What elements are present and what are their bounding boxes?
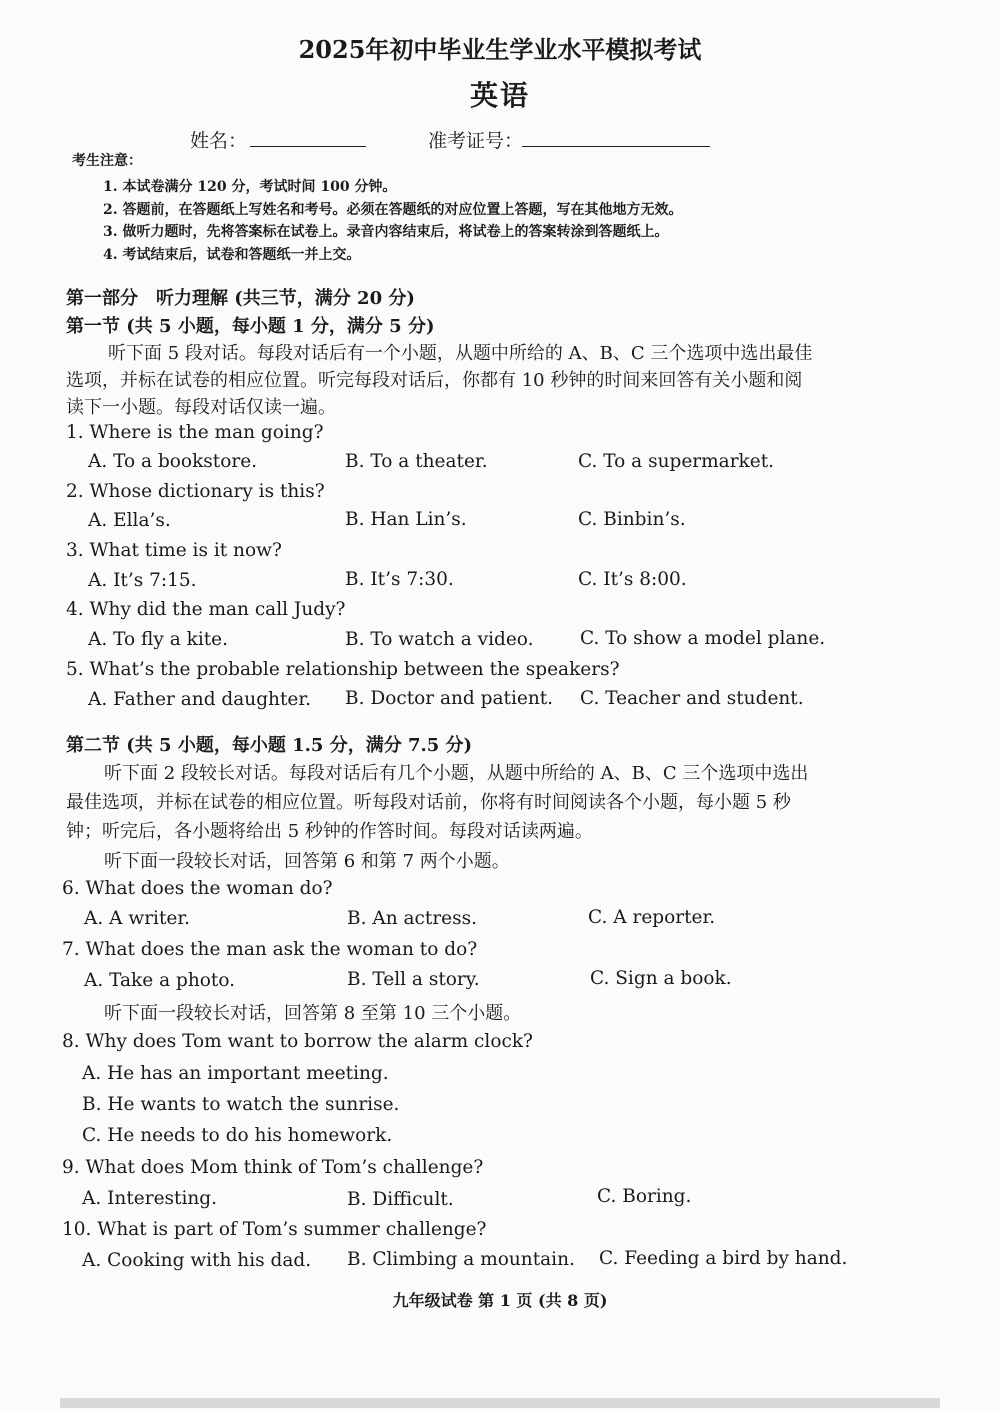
option-b: B. An actress. [347,908,477,929]
option-c: C. He needs to do his homework. [82,1125,393,1146]
page-footer: 九年级试卷 第 1 页 (共 8 页) [392,1291,608,1310]
exam-subject: 英语 [469,79,530,112]
option-a: A. Ella’s. [88,510,171,531]
option-a: A. Interesting. [82,1188,218,1209]
option-c: C. Sign a book. [590,968,732,989]
option-c: C. Boring. [597,1186,692,1207]
scan-bottom-edge [60,1398,940,1408]
question-text: 6. What does the woman do? [62,878,333,899]
question-text: 1. Where is the man going? [66,422,324,443]
option-b: B. He wants to watch the sunrise. [82,1094,400,1115]
section2-instruction: 听下面 2 段较长对话。每段对话后有几个小题，从题中所给的 A、B、C 三个选项中选出 [104,763,809,784]
option-a: A. It’s 7:15. [88,570,197,591]
question-text: 10. What is part of Tom’s summer challenge? [62,1219,487,1240]
question-text: 7. What does the man ask the woman to do? [62,939,478,960]
option-a: A. Take a photo. [84,970,236,991]
question-text: 9. What does Mom think of Tom’s challenge? [62,1157,484,1178]
option-c: C. To show a model plane. [580,628,826,649]
option-c: C. Feeding a bird by hand. [599,1248,848,1269]
section2-instruction: 钟；听完后，各小题将给出 5 秒钟的作答时间。每段对话读两遍。 [66,821,593,842]
notice-item: 1. 本试卷满分 120 分，考试时间 100 分钟。 [103,179,397,195]
notice-heading: 考生注意： [72,153,142,169]
option-b: B. Difficult. [347,1189,454,1210]
name-label: 姓名： [190,130,248,152]
option-b: B. Han Lin’s. [345,509,467,530]
dialog-intro: 听下面一段较长对话，回答第 8 至第 10 三个小题。 [104,1003,522,1024]
option-a: A. A writer. [84,908,191,929]
section2-instruction: 最佳选项，并标在试卷的相应位置。听每段对话前，你将有时间阅读各个小题，每小题 5 秒 [66,792,791,813]
notice-item: 4. 考试结束后，试卷和答题纸一并上交。 [103,247,361,263]
part1-heading: 第一部分 听力理解 (共三节，满分 20 分) [66,288,415,309]
option-b: B. To a theater. [345,451,488,472]
option-c: C. It’s 8:00. [578,569,687,590]
option-a: A. To fly a kite. [88,629,229,650]
option-b: B. Tell a story. [347,969,480,990]
option-c: C. Teacher and student. [580,688,804,709]
section2-heading: 第二节 (共 5 小题，每小题 1.5 分，满分 7.5 分) [66,735,473,756]
option-b: B. To watch a video. [345,629,534,650]
question-text: 2. Whose dictionary is this? [66,481,325,502]
option-c: C. Binbin’s. [578,509,686,530]
option-c: C. To a supermarket. [578,451,775,472]
option-a: A. Cooking with his dad. [82,1250,312,1271]
option-a: A. Father and daughter. [88,689,312,710]
question-text: 5. What’s the probable relationship between the speakers? [66,659,620,680]
option-b: B. It’s 7:30. [345,569,454,590]
name-field-line [250,146,366,147]
question-text: 8. Why does Tom want to borrow the alarm clock? [62,1031,533,1052]
section1-heading: 第一节 (共 5 小题，每小题 1 分，满分 5 分) [66,316,435,337]
exam-title: 2025年初中毕业生学业水平模拟考试 [298,35,702,64]
option-a: A. He has an important meeting. [82,1063,389,1084]
section1-instruction: 读下一小题。每段对话仅读一遍。 [66,397,336,418]
option-b: B. Doctor and patient. [345,688,554,709]
notice-item: 3. 做听力题时，先将答案标在试卷上。录音内容结束后，将试卷上的答案转涂到答题纸上。 [103,224,669,240]
exam-number-label: 准考证号： [428,130,524,152]
question-text: 3. What time is it now? [66,540,282,561]
section1-instruction: 听下面 5 段对话。每段对话后有一个小题，从题中所给的 A、B、C 三个选项中选出最佳 [108,343,813,364]
dialog-intro: 听下面一段较长对话，回答第 6 和第 7 两个小题。 [104,851,510,872]
exam-number-field-line [522,146,710,147]
notice-item: 2. 答题前，在答题纸上写姓名和考号。必须在答题纸的对应位置上答题，写在其他地方无效。 [103,202,683,218]
question-text: 4. Why did the man call Judy? [66,599,346,620]
option-b: B. Climbing a mountain. [347,1249,575,1270]
option-a: A. To a bookstore. [88,451,258,472]
option-c: C. A reporter. [588,907,716,928]
section1-instruction: 选项，并标在试卷的相应位置。听完每段对话后，你都有 10 秒钟的时间来回答有关小题和阅 [66,370,803,391]
